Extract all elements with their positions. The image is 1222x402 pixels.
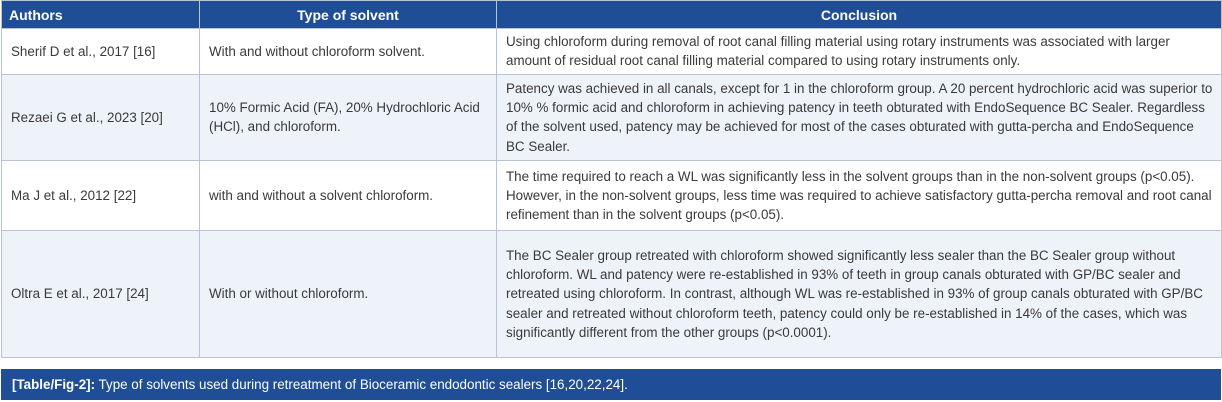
solvent-cell: with and without a solvent chloroform. (200, 161, 497, 231)
caption-label: [Table/Fig-2]: (12, 377, 96, 392)
author-cell: Ma J et al., 2012 [22] (2, 161, 200, 231)
author-cell: Oltra E et al., 2017 [24] (2, 231, 200, 358)
author-cell: Rezaei G et al., 2023 [20] (2, 75, 200, 161)
conclusion-cell: Patency was achieved in all canals, except for 1 in the chloroform group. A 20 percent hydrochloric acid was superior to 10% % formic acid and chloroform in achieving patency in teeth obturated with EndoSequence BC Sealer. Regardless of the solvent used, patency may be achieved for most of the cases obturated with gutta-percha and EndoSequence BC Sealer. (497, 75, 1222, 161)
table-row (2, 29, 1222, 75)
table-row (2, 161, 1222, 231)
header-conclusion: Conclusion (497, 1, 1222, 29)
header-type-of-solvent: Type of solvent (200, 1, 497, 29)
caption-text: Type of solvents used during retreatment of Bioceramic endodontic sealers [16,20,22,24]. (95, 377, 628, 392)
table-header-row (2, 1, 1222, 29)
table-row (2, 231, 1222, 358)
solvents-table (1, 0, 1222, 358)
figure-caption (1, 369, 1221, 400)
solvent-cell: With or without chloroform. (200, 231, 497, 358)
author-cell: Sherif D et al., 2017 [16] (2, 29, 200, 75)
conclusion-cell: The BC Sealer group retreated with chloroform showed significantly less sealer than the BC Sealer group without chloroform. WL and patency were re-established in 93% of teeth in group canals obturated with GP/BC sealer and retreated using chloroform. In contrast, although WL was re-established in 93% of group canals obturated with GP/BC sealer and retreated without chloroform teeth, patency could only be re-established in 14% of the cases, which was significantly different from the other groups (p<0.0001). (497, 231, 1222, 358)
conclusion-cell: The time required to reach a WL was significantly less in the solvent groups than in the non-solvent groups (p<0.05). However, in the non-solvent groups, less time was required to achieve satisfactory gutta-percha removal and root canal refinement than in the solvent groups (p<0.05). (497, 161, 1222, 231)
table-row (2, 75, 1222, 161)
header-authors: Authors (2, 1, 200, 29)
conclusion-cell: Using chloroform during removal of root canal filling material using rotary instruments was associated with larger amount of residual root canal filling material compared to using rotary instruments only. (497, 29, 1222, 75)
solvent-cell: 10% Formic Acid (FA), 20% Hydrochloric Acid (HCl), and chloroform. (200, 75, 497, 161)
solvent-cell: With and without chloroform solvent. (200, 29, 497, 75)
